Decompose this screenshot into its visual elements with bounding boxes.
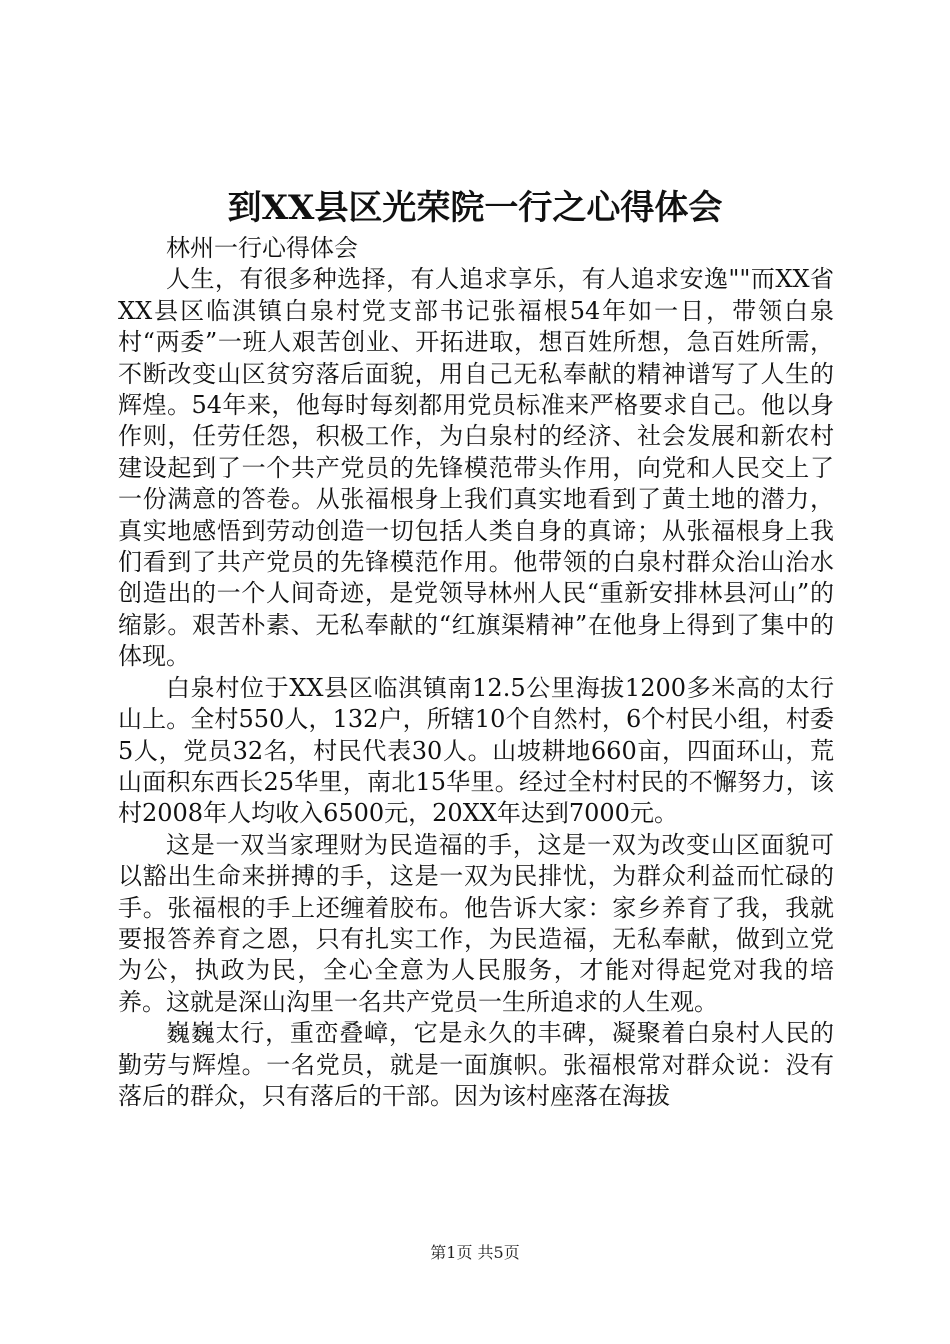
document-body [118, 233, 834, 1112]
paragraph: 这是一双当家理财为民造福的手，这是一双为改变山区面貌可以豁出生命来拼搏的手，这是一双为民排忧，为群众利益而忙碌的手。张福根的手上还缠着胶布。他告诉大家：家乡养育了我，我就要报答养育之恩，只有扎实工作，为民造福，无私奉献，做到立党为公，执政为民，全心全意为人民服务，才能对得起党对我的培养。这就是深山沟里一名共产党员一生所追求的人生观。 [118, 830, 834, 1016]
document-title: 到XX县区光荣院一行之心得体会 [227, 188, 723, 228]
paragraph: 林州一行心得体会 [166, 234, 358, 262]
paragraph: 白泉村位于XX县区临淇镇南12.5公里海拔1200多米高的太行山上。全村550人，132户，所辖10个自然村，6个村民小组，村委5人，党员32名，村民代表30人。山坡耕地660亩，四面环山，荒山面积东西长25华里，南北15华里。经过全村村民的不懈努力，该村2008年人均收入6500元，20XX年达到7000元。 [118, 673, 834, 828]
paragraph: 人生，有很多种选择，有人追求享乐，有人追求安逸""而XX省XX县区临淇镇白泉村党支部书记张福根54年如一日，带领白泉村“两委”一班人艰苦创业、开拓进取，想百姓所想，急百姓所需，不断改变山区贫穷落后面貌，用自己无私奉献的精神谱写了人生的辉煌。54年来，他每时每刻都用党员标准来严格要求自己。他以身作则，任劳任怨，积极工作，为白泉村的经济、社会发展和新农村建设起到了一个共产党员的先锋模范带头作用，向党和人民交上了一份满意的答卷。从张福根身上我们真实地看到了黄土地的潜力，真实地感悟到劳动创造一切包括人类自身的真谛；从张福根身上我们看到了共产党员的先锋模范作用。他带领的白泉村群众治山治水创造出的一个人间奇迹，是党领导林州人民“重新安排林县河山”的缩影。艰苦朴素、无私奉献的“红旗渠精神”在他身上得到了集中的体现。 [118, 265, 834, 671]
paragraph: 巍巍太行，重峦叠嶂，它是永久的丰碑，凝聚着白泉村人民的勤劳与辉煌。一名党员，就是一面旗帜。张福根常对群众说：没有落后的群众，只有落后的干部。因为该村座落在海拔 [118, 1019, 834, 1110]
page-number-footer: 第1页 共5页 [430, 1243, 520, 1262]
